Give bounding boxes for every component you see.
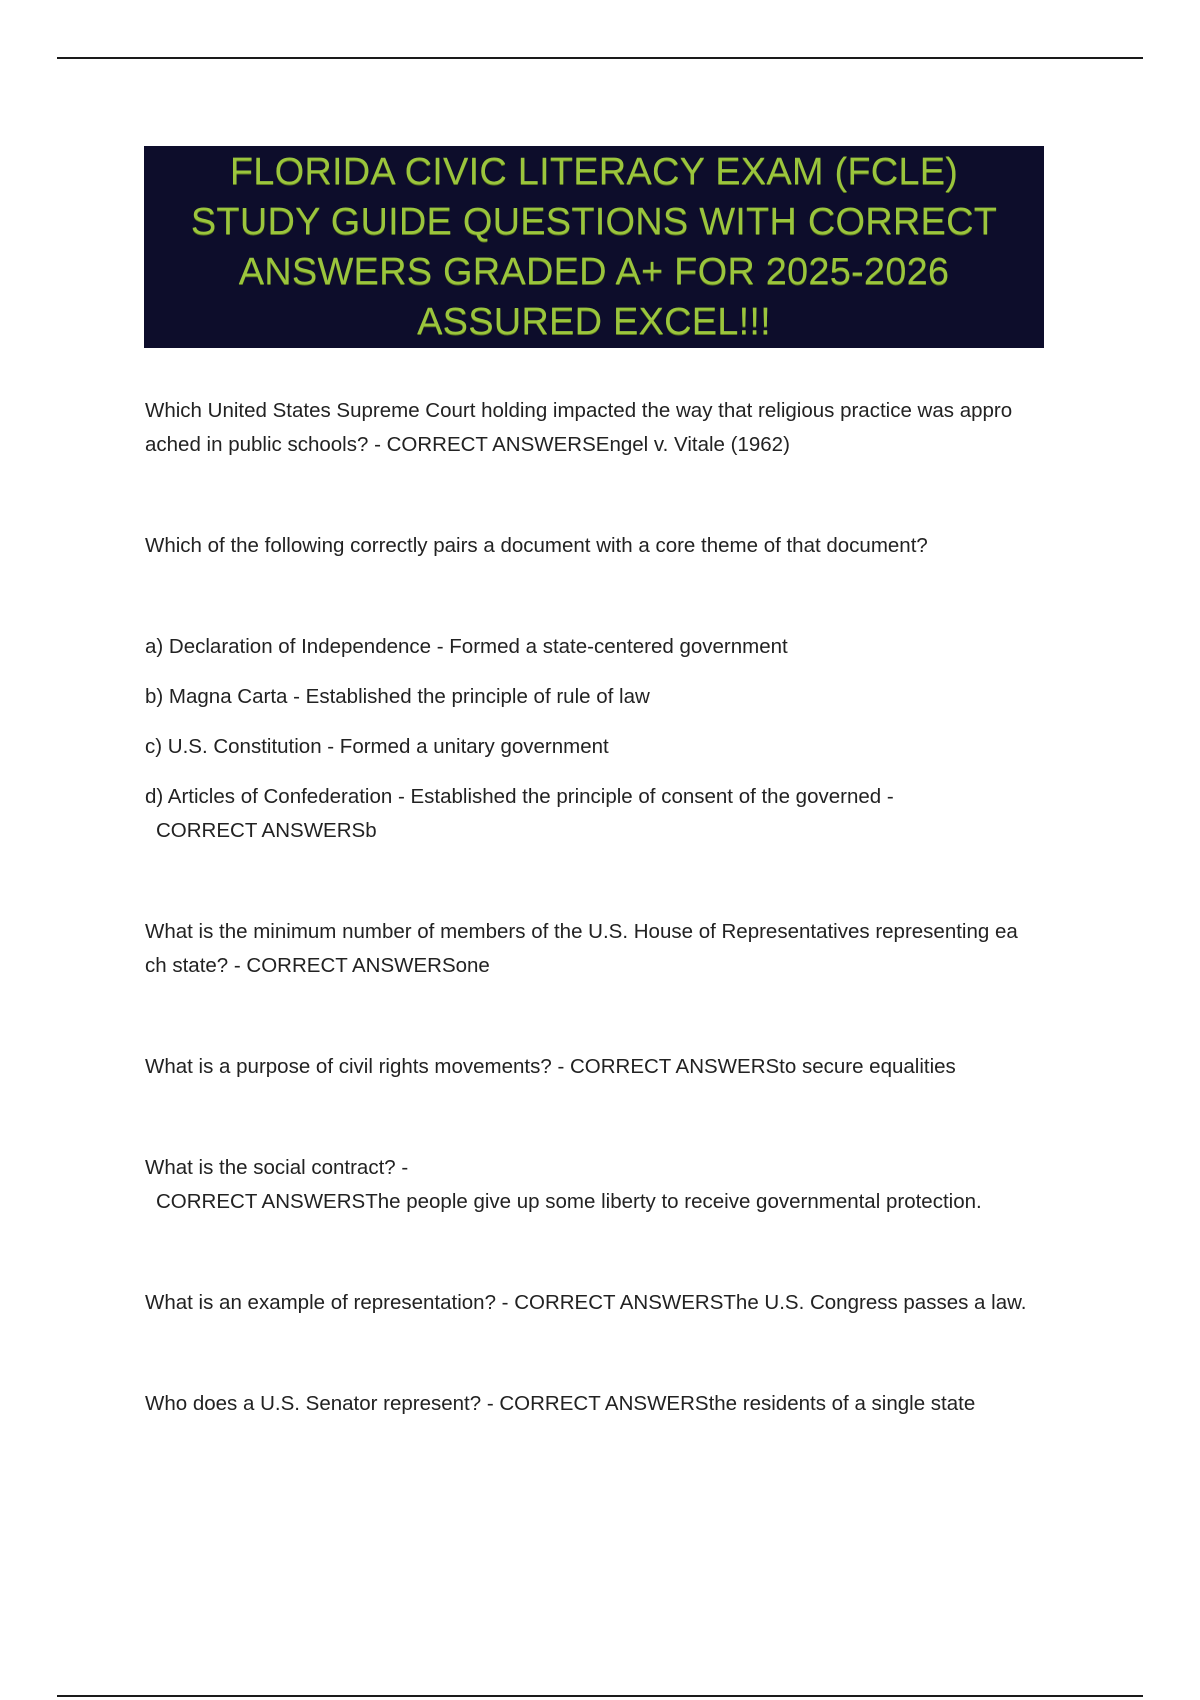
question-item	[145, 915, 1095, 983]
question-text: What is the minimum number of members of the U.S. House of Representatives representing ea	[145, 920, 1018, 943]
top-divider	[57, 57, 1143, 59]
question-list	[145, 394, 1095, 1421]
title-line: FLORIDA CIVIC LITERACY EXAM (FCLE)	[229, 151, 959, 193]
bottom-divider	[57, 1695, 1143, 1697]
title-banner	[144, 146, 1044, 348]
title-line: ASSURED EXCEL!!!	[417, 301, 771, 343]
question-text: ch state? - CORRECT ANSWERSone	[145, 954, 490, 977]
answer-option: a) Declaration of Independence - Formed a state-centered government	[145, 635, 788, 658]
correct-answer: CORRECT ANSWERSThe people give up some liberty to receive governmental protection.	[156, 1190, 982, 1213]
title-line: STUDY GUIDE QUESTIONS WITH CORRECT	[190, 201, 998, 243]
answer-option: d) Articles of Confederation - Established the principle of consent of the governed -	[145, 785, 894, 808]
question-item	[145, 1387, 1095, 1421]
question-text: What is the social contract? -	[145, 1156, 409, 1179]
answer-option: c) U.S. Constitution - Formed a unitary government	[145, 735, 609, 758]
question-text: Which of the following correctly pairs a document with a core theme of that document?	[145, 534, 928, 557]
question-text: What is an example of representation? - CORRECT ANSWERSThe U.S. Congress passes a law.	[145, 1291, 1027, 1314]
correct-answer: CORRECT ANSWERSb	[156, 819, 377, 842]
answer-option: b) Magna Carta - Established the principle of rule of law	[145, 685, 650, 708]
question-item	[145, 1050, 1095, 1084]
question-item	[145, 529, 1095, 848]
question-text: ached in public schools? - CORRECT ANSWERSEngel v. Vitale (1962)	[145, 433, 790, 456]
document-title	[191, 147, 997, 347]
question-item	[145, 1286, 1095, 1320]
title-line: ANSWERS GRADED A+ FOR 2025-2026	[238, 251, 950, 293]
question-text: What is a purpose of civil rights movements? - CORRECT ANSWERSto secure equalities	[145, 1055, 956, 1078]
question-item	[145, 394, 1095, 462]
question-text: Which United States Supreme Court holding impacted the way that religious practice was appro	[145, 399, 1013, 422]
question-item	[145, 1151, 1095, 1219]
question-text: Who does a U.S. Senator represent? - CORRECT ANSWERSthe residents of a single state	[145, 1392, 976, 1415]
